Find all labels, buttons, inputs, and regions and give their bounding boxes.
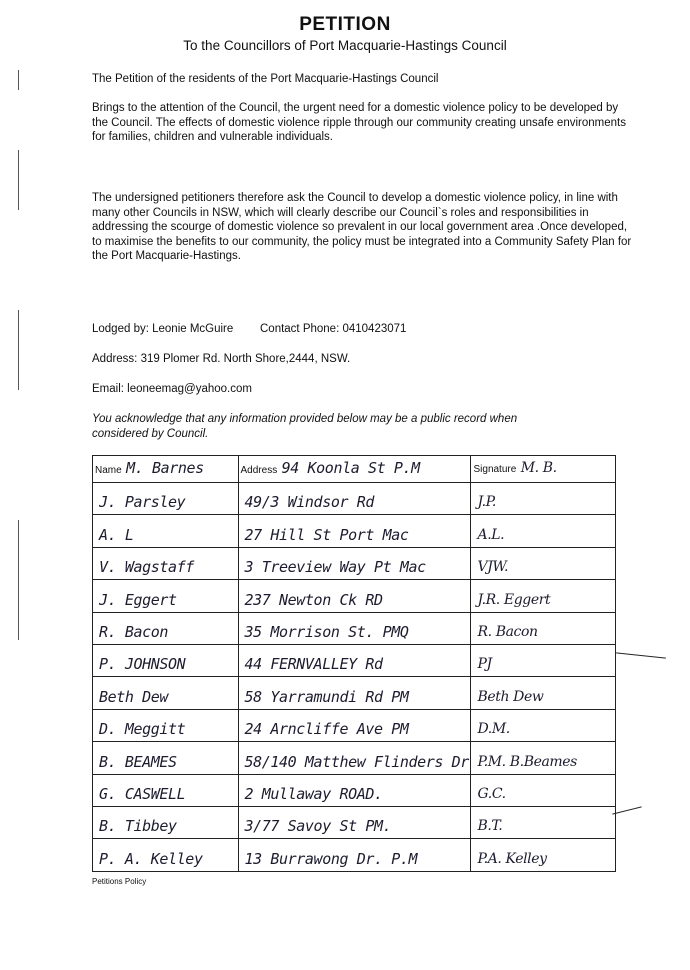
- contact-phone: Contact Phone: 0410423071: [260, 323, 407, 335]
- signer-name-cell: [93, 774, 239, 806]
- signer-signature: Beth Dew: [477, 688, 544, 705]
- table-row: [93, 612, 616, 644]
- signer-signature: P.M. B.Beames: [477, 753, 577, 770]
- page-title: PETITION: [299, 14, 391, 35]
- signer-address-cell: [238, 709, 471, 741]
- table-row: [93, 644, 616, 676]
- signer-name: B. BEAMES: [99, 752, 177, 771]
- signer-address-cell: [238, 483, 471, 515]
- email-line: Email: leoneemag@yahoo.com: [92, 383, 252, 395]
- signer-name-cell: [93, 644, 239, 676]
- table-row: [93, 515, 616, 547]
- table-row: [93, 547, 616, 579]
- margin-line: [18, 520, 19, 640]
- margin-line: [18, 70, 19, 90]
- signer-signature: D.M.: [477, 721, 510, 738]
- signer-address: 13 Burrawong Dr. P.M: [244, 849, 418, 868]
- signature-table: [92, 455, 616, 872]
- signer-name: G. CASWELL: [99, 784, 186, 803]
- signer-name-cell: [93, 839, 239, 871]
- signer-address: 44 FERNVALLEY Rd: [244, 655, 383, 674]
- signer-signature-cell: [471, 483, 616, 515]
- signer-signature-cell: [471, 677, 616, 709]
- petition-intro: The Petition of the residents of the Port Macquarie-Hastings Council: [92, 73, 439, 85]
- signer-address: 3/77 Savoy St PM.: [244, 817, 392, 836]
- signer-name: V. Wagstaff: [99, 558, 194, 577]
- signer-name: D. Meggitt: [99, 720, 186, 739]
- signer-name: J. Parsley: [99, 493, 186, 512]
- signer-name-cell: [93, 580, 239, 612]
- signer-name: B. Tibbey: [99, 817, 177, 836]
- signer-name: J. Eggert: [99, 590, 177, 609]
- signer-name-cell: [93, 742, 239, 774]
- signer-address: 35 Morrison St. PMQ: [244, 622, 409, 641]
- signer-signature-cell: [471, 580, 616, 612]
- signer-address-cell: [238, 774, 471, 806]
- signer-signature: B.T.: [477, 818, 503, 835]
- signer-signature: G.C.: [477, 785, 506, 802]
- signer-name: A. L: [99, 525, 134, 544]
- signer-name: Beth Dew: [99, 687, 169, 706]
- address-line: Address: 319 Plomer Rd. North Shore,2444, NSW.: [92, 353, 351, 365]
- petition-request: The undersigned petitioners therefore ask the Council to develop a domestic violence policy, in line with many other Councils in NSW, which will clearly describe our Council`s roles and responsibilities in addressing the scourge of domestic violence so prevalent in our local government area .Once developed, to maximise the benefits to our community, the policy must be integrated into a Community Safety Plan for the Port Macquarie-Hastings.: [92, 192, 632, 262]
- table-row: [93, 774, 616, 806]
- signer-signature-cell: [471, 612, 616, 644]
- page-subtitle: To the Councillors of Port Macquarie-Hastings Council: [183, 38, 507, 53]
- margin-line: [18, 150, 19, 210]
- signature-header: Signature M. B.: [471, 456, 616, 483]
- petition-concern: Brings to the attention of the Council, the urgent need for a domestic violence policy to be developed by the Council. The effects of domestic violence ripple through our community creating unsafe environments for families, children and vulnerable individuals.: [92, 102, 626, 143]
- signer-signature: VJW.: [477, 559, 508, 576]
- table-header-row: [93, 456, 616, 483]
- lodged-by: Lodged by: Leonie McGuire: [92, 323, 234, 335]
- table-row: [93, 677, 616, 709]
- signer-address-cell: [238, 515, 471, 547]
- table-row: [93, 742, 616, 774]
- acknowledgement: You acknowledge that any information provided below may be a public record when considered by Council.: [92, 413, 518, 440]
- signer-address: 2 Mullaway ROAD.: [244, 784, 383, 803]
- signer-address: 58 Yarramundi Rd PM: [244, 687, 409, 706]
- signer-address-cell: [238, 580, 471, 612]
- signer-signature: P.A. Kelley: [477, 850, 547, 867]
- address-header: Address 94 Koonla St P.M: [238, 456, 471, 483]
- signer-name-cell: [93, 612, 239, 644]
- signer-name-cell: [93, 547, 239, 579]
- signer-signature-cell: [471, 515, 616, 547]
- signature-overflow-stroke: [612, 806, 641, 814]
- signer-address-cell: [238, 644, 471, 676]
- signer-signature: A.L.: [477, 526, 505, 543]
- table-row: [93, 839, 616, 871]
- table-row: [93, 483, 616, 515]
- signer-name-cell: [93, 677, 239, 709]
- signer-name: P. A. Kelley: [99, 849, 203, 868]
- signature-overflow-stroke: [616, 652, 666, 658]
- signer-name-cell: [93, 483, 239, 515]
- signer-name-cell: [93, 709, 239, 741]
- signer-address-cell: [238, 806, 471, 838]
- table-row: [93, 709, 616, 741]
- table-row: [93, 580, 616, 612]
- signer-name-cell: [93, 515, 239, 547]
- name-header: Name M. Barnes: [93, 456, 239, 483]
- signer-name: R. Bacon: [99, 622, 169, 641]
- signer-address: 49/3 Windsor Rd: [244, 493, 374, 512]
- footer-label: Petitions Policy: [92, 877, 147, 886]
- signer-signature-cell: [471, 709, 616, 741]
- signer-address: 237 Newton Ck RD: [244, 590, 383, 609]
- signer-signature-cell: [471, 547, 616, 579]
- signer-address: 27 Hill St Port Mac: [244, 525, 409, 544]
- signer-address-cell: [238, 839, 471, 871]
- signer-signature: J.R. Eggert: [477, 591, 551, 608]
- signer-address: 58/140 Matthew Flinders Dr: [244, 752, 469, 771]
- signer-signature: J.P.: [477, 494, 496, 511]
- signer-signature-cell: [471, 774, 616, 806]
- signer-signature-cell: [471, 839, 616, 871]
- signer-address-cell: [238, 677, 471, 709]
- signer-signature-cell: [471, 806, 616, 838]
- signer-address: 24 Arncliffe Ave PM: [244, 720, 409, 739]
- signer-name: P. JOHNSON: [99, 655, 186, 674]
- signer-address-cell: [238, 547, 471, 579]
- signer-signature: R. Bacon: [477, 623, 538, 640]
- margin-line: [18, 310, 19, 390]
- signer-signature-cell: [471, 742, 616, 774]
- signer-signature: PJ: [477, 656, 492, 673]
- signer-address-cell: [238, 742, 471, 774]
- signer-name-cell: [93, 806, 239, 838]
- signer-signature-cell: [471, 644, 616, 676]
- table-row: [93, 806, 616, 838]
- signer-address: 3 Treeview Way Pt Mac: [244, 558, 426, 577]
- signer-address-cell: [238, 612, 471, 644]
